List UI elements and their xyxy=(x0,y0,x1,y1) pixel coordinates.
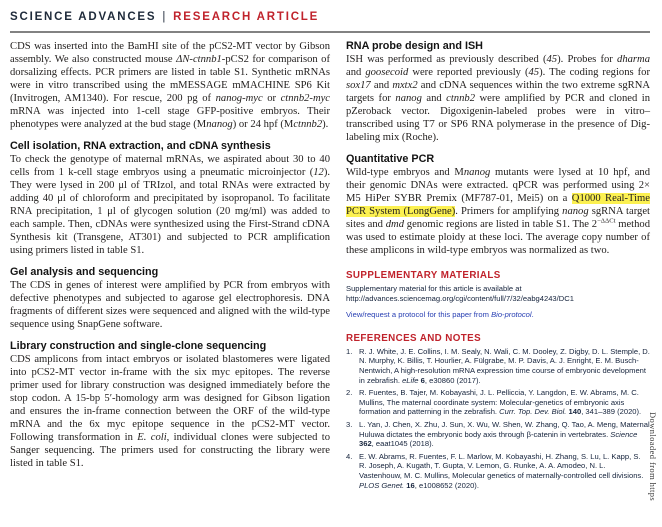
section-paragraph-cell-isolation: To check the genotype of maternal mRNAs, we aspirated about 30 to 40 cells from 1 k-cell stage embryos using a pneumatic microinjector (12). They were lysed in 200 μl of TRIzol, and total RNAs were extracted by adding 40 μl of chloroform and precipitated by isopropanol. To facilitate RNA precipitation, 1 μl of glycogen solution (20 mg/ml) was added to each sample. Then, cDNAs were synthesized using the First-Strand cDNA Synthesis kit (Transgene, AT301) and subjected to PCR amplification using primers listed in table S1. xyxy=(10,154,330,256)
section-heading-library-construction: Library construction and single-clone sequencing xyxy=(10,340,267,352)
reference-number: 4. xyxy=(346,451,353,461)
two-column-body xyxy=(10,40,650,493)
right-column xyxy=(346,40,650,493)
section-paragraph-rna-probe: ISH was performed as previously described (45). Probes for dharma and goosecoid were reported previously (45). The coding regions for sox17 and mxtx2 and cDNA sequences within the two extreme sgRNA targets for nanog and ctnnb2 were amplified by PCR and cloned in pZeroback vector. Digoxigenin-labeled probes were in vitro–transcribed using T7 or SP6 RNA polymerase in the presence of Dig-labeling mix (Roche). xyxy=(346,54,651,143)
reference-item xyxy=(346,420,650,449)
reference-number: 2. xyxy=(346,388,353,398)
section-heading-cell-isolation: Cell isolation, RNA extraction, and cDNA synthesis xyxy=(10,140,271,152)
reference-item xyxy=(346,347,650,385)
bio-protocol-link[interactable]: View/request a protocol for this paper from Bio-protocol. xyxy=(346,310,534,320)
reference-item xyxy=(346,388,650,417)
masthead-rule xyxy=(10,31,650,33)
section-paragraph-quantitative-pcr: Wild-type embryos and Mnanog mutants were lysed at 10 hpf, and their genomic DNAs were extracted. qPCR was performed using 2× M5 HiPer SYBR Premix (MF787-01, Mei5) on a Q1000 Real-Time PCR System (LongGene). Primers for amplifying nanog sgRNA target sites and dmd genomic regions are listed in table S1. The $2^{-\Delta\Delta Ct}$ method was used to estimate ploidy at these loci. The average copy number of these amplicons in wild-type embryos was normalized as two. xyxy=(346,167,650,256)
reference-text: L. Yan, J. Chen, X. Zhu, J. Sun, X. Wu, W. Shen, W. Zhang, Q. Tao, A. Meng, Maternal Huluwa dictates the embryonic body axis through β-catenin in vertebrates. Science 362, eaat1045 (2018). xyxy=(359,419,650,449)
downloaded-from-watermark: Downloaded from https xyxy=(648,412,658,502)
section-paragraph-library-construction: CDS amplicons from intact embryos or isolated blastomeres were ligated into pCS2-MT vector in-frame with the six myc epitopes. The reverse primer used for library construction was designed immediately before the stop codon. A 15-bp 5′-homology arm was designed for Gibson ligation and ensures the in-frame connection between the ORF of the wild-type mRNA and the 6x myc epitope sequence in the pCS2-MT vector. Following transformation in E. coli, individual clones were subjected to Sanger sequencing. The primers used for constructing the library were listed in table S1. xyxy=(10,354,330,469)
supplementary-availability-link[interactable]: Supplementary material for this article is available at http://advances.sciencemag.org/cgi/content/full/7/32/eabg4243/DC1 xyxy=(346,284,574,303)
journal-name: SCIENCE ADVANCES xyxy=(10,11,157,23)
section-heading-rna-probe: RNA probe design and ISH xyxy=(346,40,483,52)
reference-text: E. W. Abrams, R. Fuentes, F. L. Marlow, M. Kobayashi, H. Zhang, S. Lu, L. Kapp, S. R. Joseph, A. Kugath, T. Gupta, V. Lemon, G. Runke, A. A. Amodeo, N. L. Vastenhouw, M. C. Mullins, Molecular genetics of maternally-controlled cell divisions. PLOS Genet. 16, e1008652 (2020). xyxy=(359,451,644,490)
reference-number: 1. xyxy=(346,346,353,356)
supplementary-materials-heading: SUPPLEMENTARY MATERIALS xyxy=(346,270,501,281)
masthead xyxy=(10,11,650,23)
lead-paragraph: CDS was inserted into the BamHI site of the pCS2-MT vector by Gibson assembly. We also constructed mouse ΔN-ctnnb1-pCS2 for comparison of dorsalizing effects. PCR primers are listed in table S1. Synthetic mRNAs were in vitro transcribed using the mMESSAGE mMACHINE SP6 Kit (Invitrogen, AM1340). For rescue, 200 pg of nanog-myc or ctnnb2-myc mRNA was injected into 1-cell stage GFP-positive embryos. Their phenotypes were analyzed at the bud stage (Mnanog) or 24 hpf (Mctnnb2). xyxy=(10,41,330,130)
reference-item xyxy=(346,452,650,490)
references-heading: REFERENCES AND NOTES xyxy=(346,332,482,344)
section-heading-quantitative-pcr: Quantitative PCR xyxy=(346,153,435,165)
reference-number: 3. xyxy=(346,419,353,429)
section-paragraph-gel-analysis: The CDS in genes of interest were amplified by PCR from embryos with defective phenotypes and subjected to agarose gel electrophoresis. DNA fragments of different sizes were sequenced and aligned with the wild-type sequence using SnapGene software. xyxy=(10,280,330,330)
reference-text: R. Fuentes, B. Tajer, M. Kobayashi, J. L. Pelliccia, Y. Langdon, E. W. Abrams, M. C. Mullins, The maternal coordinate system: Molecular-genetics of embryonic axis formation and patterning in the zebrafish. Curr. Top. Dev. Biol. 140, 341–389 (2020). xyxy=(359,388,642,417)
section-heading-gel-analysis: Gel analysis and sequencing xyxy=(10,266,159,278)
reference-text: R. J. White, J. E. Collins, I. M. Sealy, N. Wali, C. M. Dooley, Z. Digby, D. L. Stemple, D. N. Murphy, K. Billis, T. Hourlier, A. Fülgrabe, M. P. Davis, A. J. Enright, E. M. Busch-Nentwich, A high-resolution mRNA expression time course of embryonic development in zebrafish. eLife 6, e30860 (2017). xyxy=(359,346,650,385)
left-column xyxy=(10,40,330,470)
article-type-label: RESEARCH ARTICLE xyxy=(173,11,320,23)
masthead-divider: | xyxy=(162,11,168,23)
